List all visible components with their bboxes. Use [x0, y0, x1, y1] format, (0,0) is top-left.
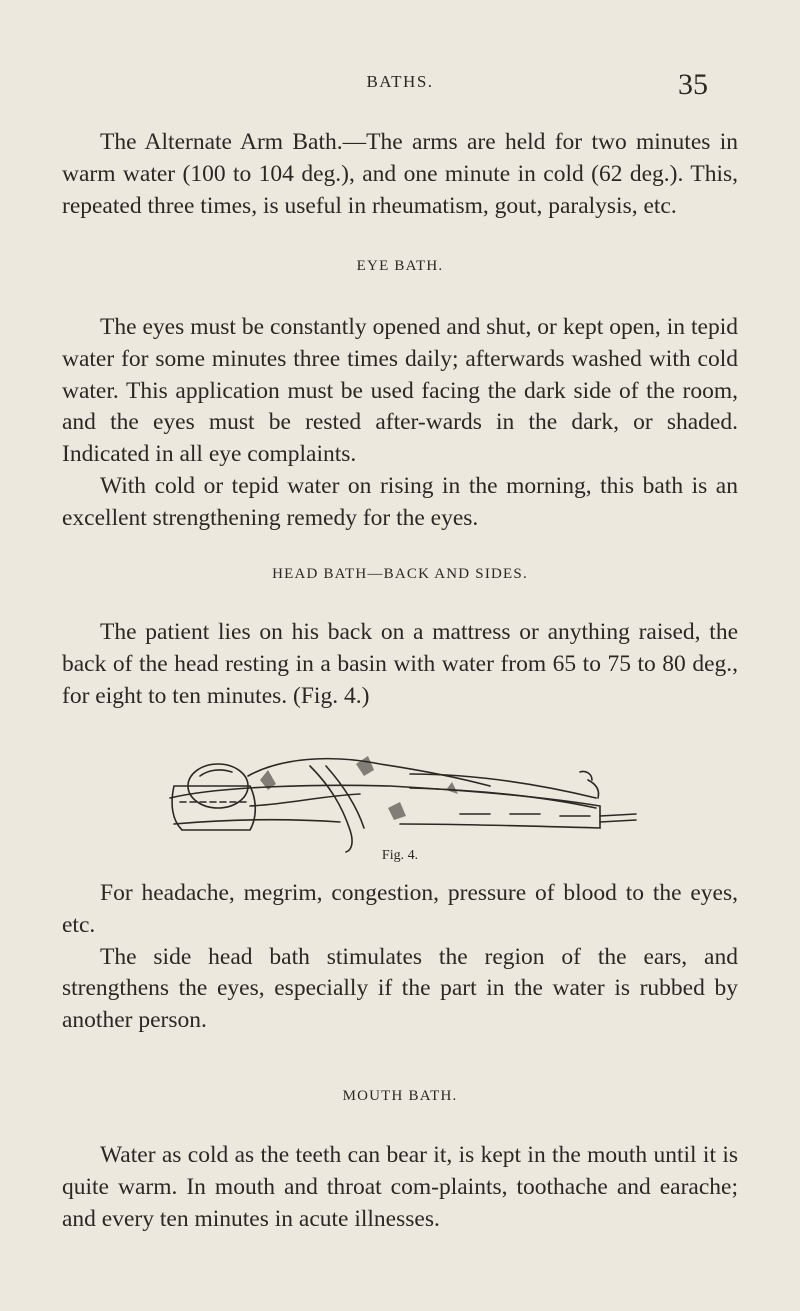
figure-4-illustration [160, 746, 640, 854]
eye-bath-paragraph-1: The eyes must be constantly opened and shut, or kept open, in tepid water for some minutes three times daily; afterwards washed with cold water. This application must be used facing the dark side of the room, and the eyes must be rested after-wards in the dark, or shaded. Indicated in all eye complaints. [62, 314, 738, 468]
eye-bath-heading: EYE BATH. [356, 258, 444, 274]
arm-bath-section [62, 127, 738, 222]
eye-bath-paragraph-2: With cold or tepid water on rising in the morning, this bath is an excellent strengthening remedy for the eyes. [62, 472, 738, 531]
head-bath-continued [62, 878, 738, 1037]
page-number: 35 [678, 68, 708, 101]
head-bath-paragraph-after-2: The side head bath stimulates the region of the ears, and strengthens the eyes, especially if the part in the water is rubbed by another person. [62, 943, 738, 1034]
running-head [0, 62, 800, 102]
mouth-bath-heading: MOUTH BATH. [342, 1088, 458, 1104]
head-bath-heading: HEAD BATH—BACK AND SIDES. [272, 566, 528, 582]
eye-bath-section [62, 312, 738, 535]
head-bath-paragraph: The patient lies on his back on a mattress or anything raised, the back of the head resting in a basin with water from 65 to 75 to 80 deg., for eight to ten minutes. (Fig. 4.) [62, 619, 738, 709]
mouth-bath-paragraph: Water as cold as the teeth can bear it, is kept in the mouth until it is quite warm. In mouth and throat com-plaints, toothache and earache; and every ten minutes in acute illnesses. [62, 1142, 738, 1232]
figure-caption: Fig. 4. [381, 848, 419, 863]
arm-bath-paragraph: The Alternate Arm Bath.—The arms are held for two minutes in warm water (100 to 104 deg.), and one minute in cold (62 deg.). This, repeated three times, is useful in rheumatism, gout, paralysis, etc. [62, 129, 738, 219]
head-bath-paragraph-after-1: For headache, megrim, congestion, pressure of blood to the eyes, etc. [62, 880, 738, 938]
mouth-bath-section [62, 1140, 738, 1235]
running-title: BATHS. [366, 72, 434, 91]
head-bath-section [62, 617, 738, 712]
